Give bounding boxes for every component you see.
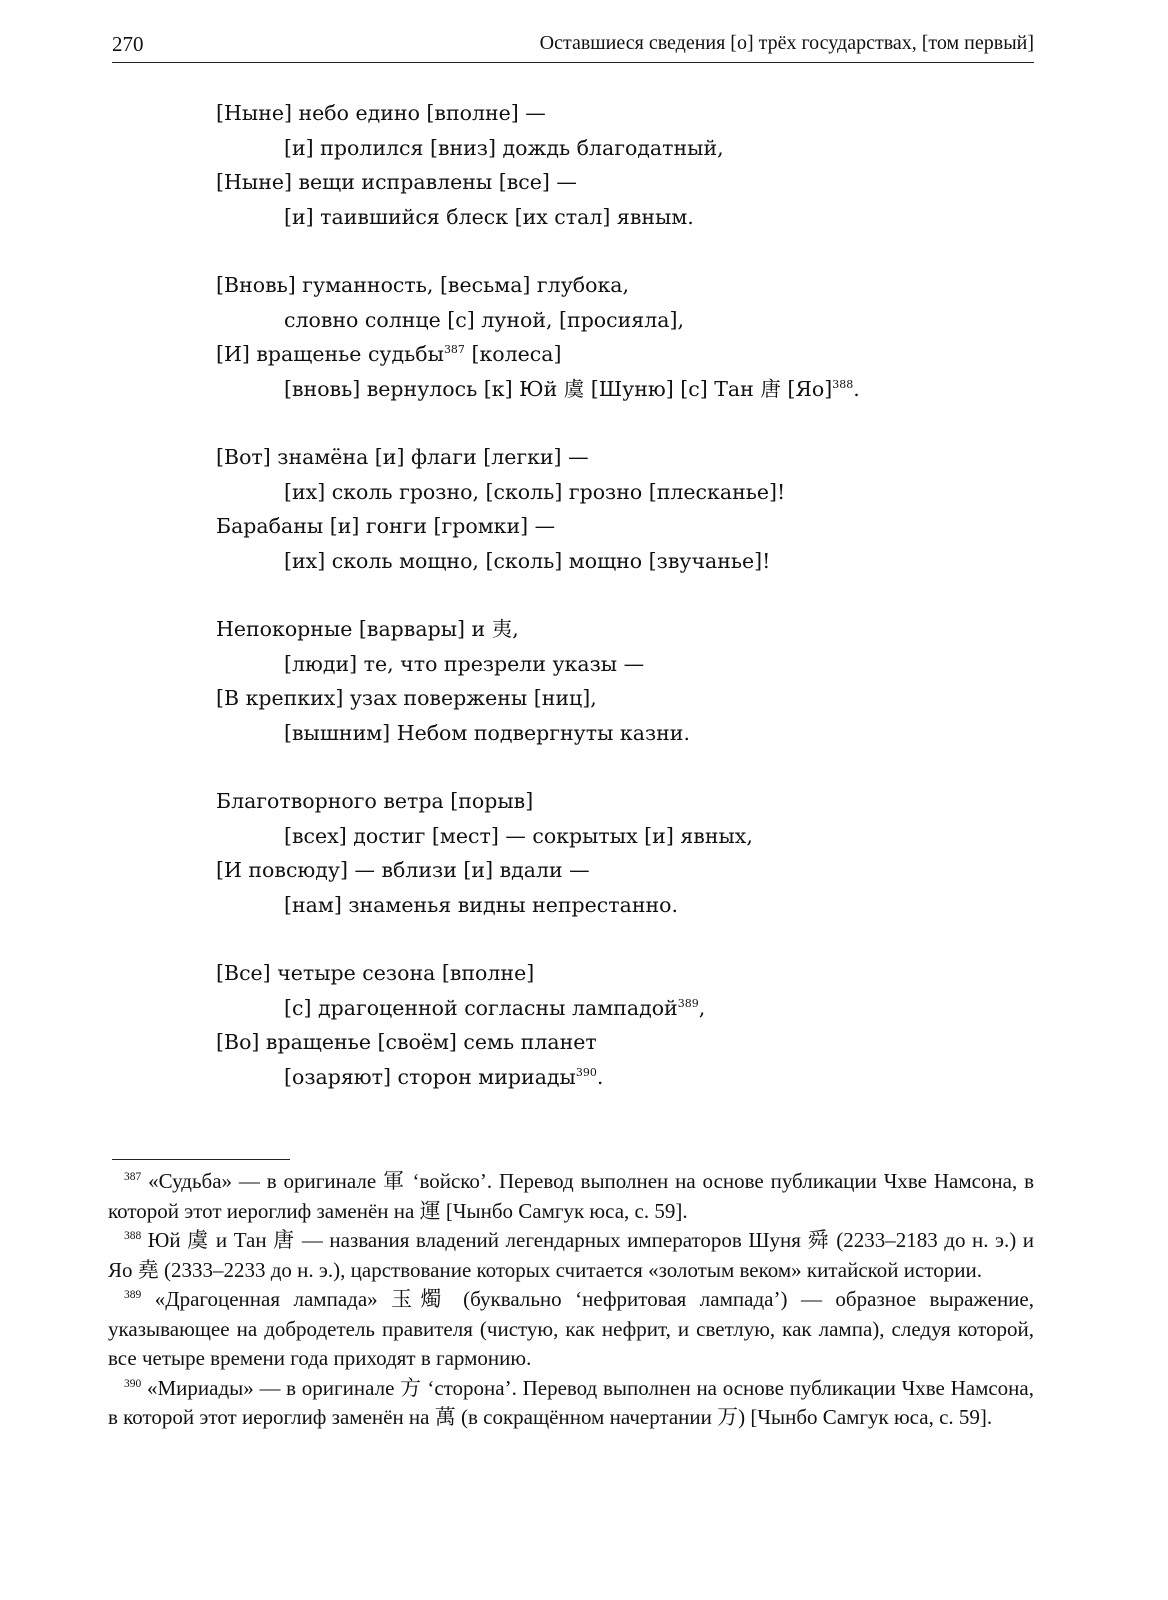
verse-line (216, 337, 1036, 372)
page-header (112, 32, 1034, 63)
verse-line (216, 303, 1036, 338)
verse-line (216, 819, 1036, 854)
footnote (108, 1167, 1034, 1226)
footnote-separator (112, 1159, 290, 1160)
verse-text: [и] пролился [вниз] дождь благодатный, (284, 135, 724, 160)
stanza (216, 784, 1036, 922)
verse-text: [люди] те, что презрели указы — (284, 651, 645, 676)
verse-line (216, 888, 1036, 923)
verse-line (216, 681, 1036, 716)
verse-text: [Во] вращенье [своём] семь планет (216, 1030, 597, 1054)
verse-text: Барабаны [и] гонги [громки] — (216, 514, 556, 538)
poem (216, 96, 1036, 1128)
verse-text: [их] сколь мощно, [сколь] мощно [звучанье]! (284, 548, 771, 573)
verse-line (216, 475, 1036, 510)
footnote-text: «Драгоценная лампада» 玉燭 (буквально ‘нефритовая лампада’) — образное выражение, указывающее на добродетель правителя (чистую, как нефрит, и светлую, как лампа), следуя которой, все четыре времени года приходят в гармонию. (108, 1287, 1034, 1370)
stanza (216, 268, 1036, 406)
verse-punctuation: , (698, 995, 706, 1020)
running-title: Оставшиеся сведения [о] трёх государствах, [том первый] (539, 32, 1034, 54)
verse-line (216, 956, 1036, 991)
verse-line (216, 544, 1036, 579)
footnote-text: «Судьба» — в оригинале 軍 ‘войско’. Перевод выполнен на основе публикации Чхве Намсона, в которой этот иероглиф заменён на 運 [Чынбо Самгук юса, с. 59]. (108, 1169, 1035, 1223)
verse-text: [Вот] знамёна [и] флаги [легки] — (216, 445, 589, 469)
verse-line (216, 612, 1036, 647)
verse-text: Благотворного ветра [порыв] (216, 789, 534, 813)
verse-line (216, 131, 1036, 166)
footnote-text: «Мириады» — в оригинале 方 ‘сторона’. Перевод выполнен на основе публикации Чхве Намсона, в которой этот иероглиф заменён на 萬 (в сокращённом начертании 万) [Чынбо Самгук юса, с. 59]. (108, 1375, 1034, 1429)
verse-line (216, 440, 1036, 475)
verse-text: [Все] четыре сезона [вполне] (216, 961, 535, 985)
verse-line (216, 165, 1036, 200)
stanza (216, 96, 1036, 234)
footnote-ref: 390 (575, 1065, 597, 1079)
stanza (216, 612, 1036, 750)
verse-text: [всех] достиг [мест] — сокрытых [и] явных, (284, 823, 753, 848)
footnote-number: 387 (124, 1171, 142, 1183)
verse-text: словно солнце [с] луной, [просияла], (284, 307, 684, 332)
verse-line (216, 853, 1036, 888)
verse-text: [Ныне] небо едино [вполне] — (216, 101, 546, 125)
verse-line (216, 1060, 1036, 1095)
stanza (216, 956, 1036, 1094)
verse-text: [озаряют] сторон мириады (284, 1064, 576, 1089)
verse-text: [и] таившийся блеск [их стал] явным. (284, 204, 694, 229)
verse-text: [Ныне] вещи исправлены [все] — (216, 170, 577, 194)
verse-text: [Вновь] гуманность, [весьма] глубока, (216, 273, 629, 297)
footnote-ref: 387 (443, 343, 465, 356)
footnote (108, 1374, 1034, 1433)
verse-text: [И повсюду] — вблизи [и] вдали — (216, 858, 590, 882)
footnote-number: 388 (124, 1230, 142, 1242)
verse-line (216, 200, 1036, 235)
verse-text: [их] сколь грозно, [сколь] грозно [плесканье]! (284, 479, 786, 504)
footnote (108, 1226, 1034, 1285)
verse-text: Непокорные [варвары] и 夷, (216, 617, 519, 641)
verse-line (216, 716, 1036, 751)
footnote-number: 389 (124, 1289, 142, 1301)
stanza (216, 440, 1036, 578)
page-number: 270 (112, 32, 144, 56)
verse-text: [нам] знаменья видны непрестанно. (284, 892, 679, 917)
verse-punctuation: . (853, 376, 860, 401)
verse-punctuation: . (596, 1064, 604, 1089)
verse-line (216, 647, 1036, 682)
footnote (108, 1285, 1034, 1374)
verse-line (216, 96, 1036, 131)
verse-punctuation: [колеса] (464, 342, 562, 366)
verse-text: [И] вращенье судьбы (216, 342, 444, 366)
footnote-ref: 388 (832, 377, 854, 391)
footnotes (108, 1167, 1034, 1433)
verse-text: [В крепких] узах повержены [ниц], (216, 686, 597, 710)
verse-line (216, 268, 1036, 303)
verse-text: [вышним] Небом подвергнуты казни. (284, 720, 690, 745)
verse-line (216, 991, 1036, 1026)
verse-text: [вновь] вернулось [к] Юй 虞 [Шуню] [с] Тан 唐 [Яо] (284, 376, 833, 401)
verse-line (216, 372, 1036, 407)
verse-line (216, 1025, 1036, 1060)
footnote-text: Юй 虞 и Тан 唐 — названия владений легендарных императоров Шуня 舜 (2233–2183 до н. э.) и Яо 堯 (2333–2233 до н. э.), царствование которых считается «золотым веком» китайской истории. (108, 1228, 1034, 1282)
verse-text: [с] драгоценной согласны лампадой (284, 995, 678, 1020)
verse-line (216, 509, 1036, 544)
footnote-number: 390 (124, 1377, 142, 1390)
footnote-ref: 389 (677, 996, 699, 1010)
verse-line (216, 784, 1036, 819)
